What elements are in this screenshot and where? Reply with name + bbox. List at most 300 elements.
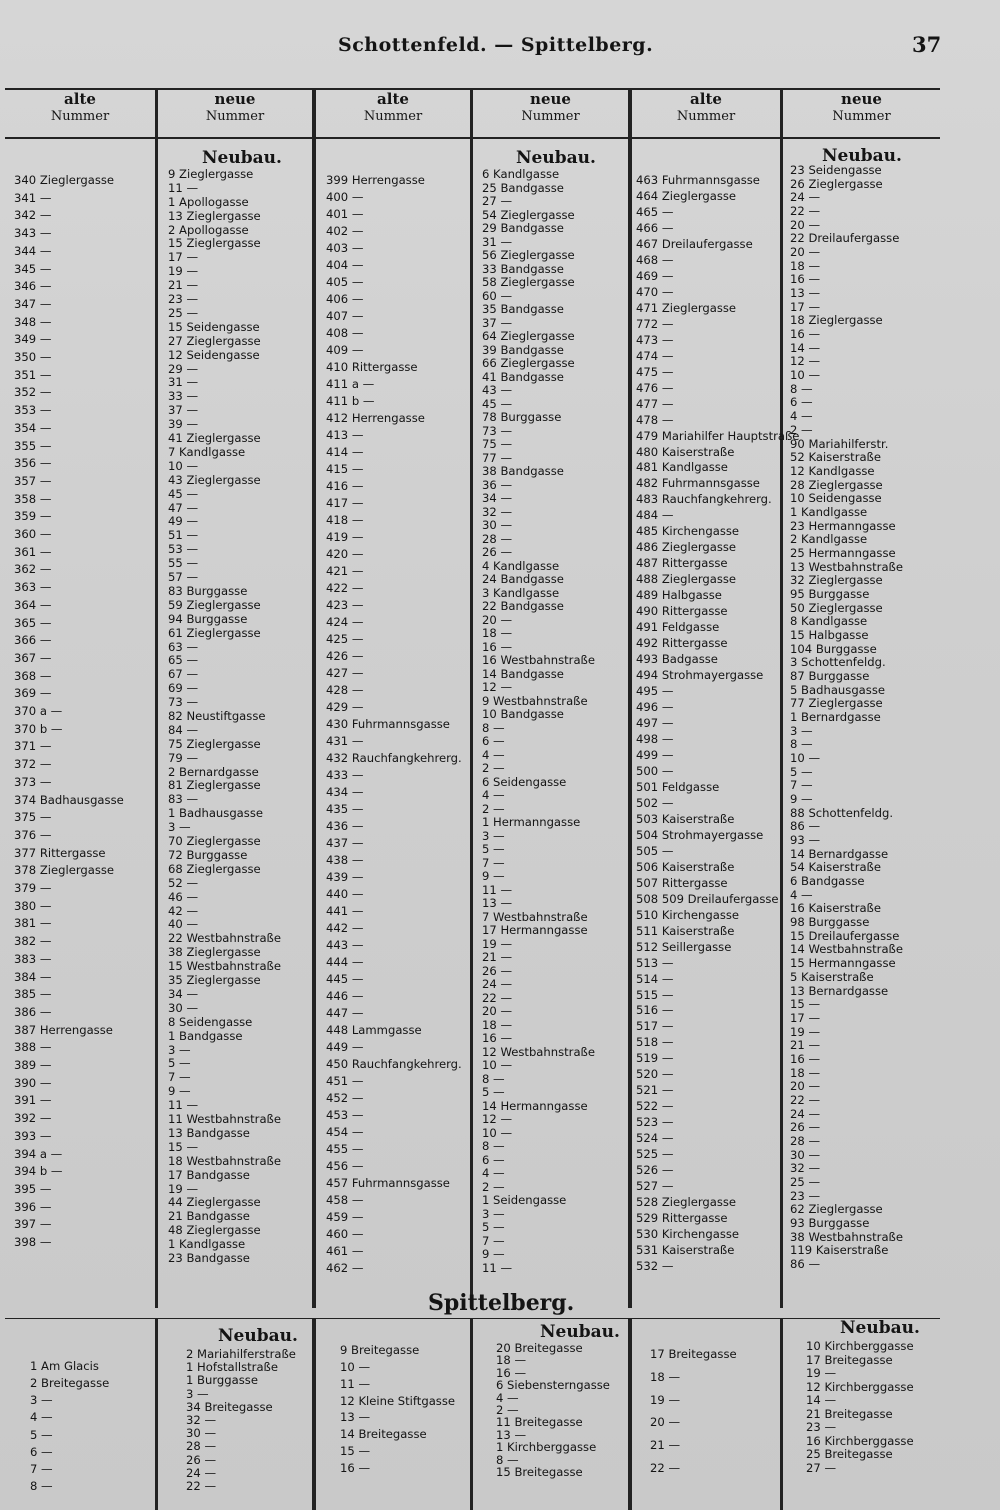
- table-entry: 8 Seidengasse: [168, 1014, 253, 1029]
- table-entry: 24 —: [482, 977, 513, 992]
- table-entry: 379 —: [14, 881, 52, 895]
- table-entry: 58 Zieglergasse: [482, 275, 575, 290]
- table-entry: 494 Strohmayergasse: [636, 668, 764, 683]
- table-entry: 406 —: [326, 292, 364, 306]
- table-entry: 16 —: [790, 272, 821, 287]
- table-entry: 10 —: [168, 458, 199, 473]
- table-entry: 447 —: [326, 1006, 364, 1020]
- table-entry: 7 —: [482, 855, 505, 870]
- page-number: 37: [912, 32, 942, 57]
- table-entry: 4 Kandlgasse: [482, 558, 560, 573]
- table-entry: 19 —: [168, 1181, 199, 1196]
- table-entry: 67 —: [168, 667, 199, 682]
- table-entry: 83 —: [168, 792, 199, 807]
- table-entry: 398 —: [14, 1235, 52, 1249]
- table-entry: 38 Westbahnstraße: [790, 1229, 903, 1244]
- table-entry: 10 —: [790, 751, 821, 766]
- table-entry: 528 Zieglergasse: [636, 1195, 737, 1210]
- table-entry: 14 Westbahnstraße: [790, 942, 903, 957]
- table-entry: 16 Kirchberggasse: [806, 1433, 914, 1448]
- table-entry: 414 —: [326, 445, 364, 459]
- table-entry: 6 —: [482, 1152, 505, 1167]
- column-header-label: neue: [530, 90, 571, 108]
- table-entry: 385 —: [14, 987, 52, 1002]
- table-entry: 3 —: [168, 1042, 191, 1057]
- table-entry: 451 —: [326, 1074, 364, 1088]
- table-entry: 13 Bernardgasse: [790, 983, 889, 998]
- table-entry: 51 —: [168, 528, 199, 543]
- table-entry: 4 —: [482, 788, 505, 803]
- table-entry: 460 —: [326, 1227, 364, 1241]
- table-entry: 22 —: [482, 990, 513, 1005]
- table-entry: 13 Zieglergasse: [168, 208, 261, 223]
- table-entry: 411 a —: [326, 377, 375, 391]
- table-entry: 72 Burggasse: [168, 847, 248, 862]
- table-entry: 16 —: [340, 1461, 371, 1475]
- table-entry: 443 —: [326, 938, 364, 952]
- table-entry: 1 Seidengasse: [482, 1193, 567, 1208]
- table-entry: 19 —: [168, 264, 199, 279]
- table-entry: 68 Zieglergasse: [168, 861, 261, 876]
- table-entry: 409 —: [326, 343, 364, 357]
- table-entry: 13 —: [496, 1427, 527, 1442]
- table-entry: 10 Kirchberggasse: [806, 1339, 914, 1353]
- table-entry: 486 Zieglergasse: [636, 540, 737, 555]
- table-entry: 453 —: [326, 1108, 364, 1122]
- table-entry: 490 Rittergasse: [636, 604, 728, 619]
- table-entry: 7 Westbahnstraße: [482, 909, 588, 924]
- section-heading: Neubau.: [540, 1322, 620, 1342]
- column-header-sub: Nummer: [363, 109, 423, 124]
- table-entry: 26 —: [482, 963, 513, 978]
- table-entry: 119 Kaiserstraße: [790, 1243, 889, 1258]
- table-entry: 5 —: [168, 1056, 191, 1071]
- table-entry: 426 —: [326, 649, 364, 663]
- table-entry: 8 —: [482, 1139, 505, 1154]
- table-entry: 14 Bernardgasse: [790, 846, 889, 861]
- table-entry: 400 —: [326, 190, 364, 204]
- table-entry: 75 Zieglergasse: [168, 736, 261, 751]
- table-entry: 14 —: [806, 1393, 837, 1408]
- table-entry: 459 —: [326, 1210, 364, 1224]
- table-entry: 6 Bandgasse: [790, 874, 865, 889]
- table-entry: 370 a —: [14, 704, 63, 718]
- table-entry: 9 Westbahnstraße: [482, 693, 588, 708]
- table-entry: 373 —: [14, 774, 52, 789]
- table-entry: 9 —: [482, 869, 505, 884]
- table-entry: 6 Kandlgasse: [482, 167, 560, 181]
- table-entry: 28 —: [790, 1133, 821, 1148]
- table-entry: 27 —: [806, 1461, 837, 1475]
- table-entry: 11 Breitegasse: [496, 1415, 583, 1430]
- table-entry: 11 —: [168, 180, 199, 195]
- table-entry: 446 —: [326, 989, 364, 1003]
- table-entry: 15 Seidengasse: [168, 319, 260, 334]
- table-entry: 458 —: [326, 1193, 364, 1207]
- column-header: [783, 90, 940, 140]
- table-entry: 14 Bandgasse: [482, 666, 564, 681]
- table-entry: 479 Mariahilfer Hauptstraße: [636, 428, 800, 443]
- table-entry: 15 —: [168, 1139, 199, 1154]
- table-entry: 525 —: [636, 1147, 674, 1162]
- table-entry: 428 —: [326, 683, 364, 697]
- table-entry: 17 Bandgasse: [168, 1167, 250, 1182]
- table-entry: 20 —: [790, 217, 821, 232]
- table-entry: 381 —: [14, 916, 52, 931]
- table-entry: 524 —: [636, 1131, 674, 1146]
- table-entry: 3 Kandlgasse: [482, 585, 560, 600]
- table-entry: 24 Bandgasse: [482, 572, 564, 587]
- table-entry: 2 Apollogasse: [168, 222, 249, 237]
- table-entry: 34 —: [482, 491, 513, 506]
- table-entry: 41 Zieglergasse: [168, 431, 261, 446]
- table-entry: 1 Bernardgasse: [790, 710, 881, 724]
- table-entry: 32 —: [186, 1413, 217, 1427]
- table-entry: 16 Westbahnstraße: [482, 653, 595, 668]
- table-entry: 511 Kaiserstraße: [636, 923, 735, 938]
- table-entry: 23 —: [168, 292, 199, 307]
- table-entry: 500 —: [636, 763, 674, 778]
- table-entry: 410 Rittergasse: [326, 360, 418, 374]
- table-entry: 13 —: [340, 1410, 371, 1425]
- column-divider: [312, 88, 316, 1308]
- table-entry: 347 —: [14, 296, 52, 311]
- table-entry: 21 —: [168, 278, 199, 293]
- table-entry: 22 —: [790, 204, 821, 219]
- table-entry: 16 —: [790, 327, 821, 342]
- table-entry: 413 —: [326, 428, 364, 442]
- table-entry: 8 —: [30, 1479, 53, 1493]
- table-entry: 21 Breitegasse: [806, 1406, 893, 1421]
- table-entry: 86 —: [790, 1257, 821, 1271]
- table-entry: 32 —: [790, 1161, 821, 1176]
- table-entry: 36 —: [482, 477, 513, 492]
- table-entry: 473 —: [636, 332, 674, 347]
- column-header-sub: Nummer: [832, 109, 891, 124]
- table-entry: 468 —: [636, 252, 674, 267]
- table-entry: 61 Zieglergasse: [168, 625, 261, 640]
- table-entry: 423 —: [326, 598, 364, 612]
- table-entry: 6 —: [30, 1444, 53, 1459]
- table-entry: 44 Zieglergasse: [168, 1195, 261, 1210]
- table-entry: 86 —: [790, 819, 821, 834]
- table-entry: 368 —: [14, 668, 52, 683]
- table-entry: 488 Zieglergasse: [636, 572, 737, 587]
- table-entry: 6 Siebensterngasse: [496, 1378, 610, 1393]
- table-entry: 402 —: [326, 224, 364, 238]
- table-entry: 18 —: [482, 1017, 513, 1032]
- table-entry: 18 Zieglergasse: [790, 313, 883, 328]
- table-entry: 407 —: [326, 309, 364, 323]
- column-divider: [470, 88, 473, 1308]
- table-entry: 454 —: [326, 1125, 364, 1139]
- table-entry: 8 —: [790, 737, 813, 752]
- table-entry: 514 —: [636, 971, 674, 986]
- table-entry: 481 Kandlgasse: [636, 460, 728, 475]
- table-entry: 467 Dreilaufergasse: [636, 236, 753, 251]
- table-entry: 26 —: [790, 1120, 821, 1135]
- table-entry: 517 —: [636, 1019, 674, 1034]
- column-header-sub: Nummer: [521, 109, 580, 124]
- table-entry: 5 Badhausgasse: [790, 682, 885, 697]
- table-entry: 390 —: [14, 1075, 52, 1090]
- table-entry: 12 Westbahnstraße: [482, 1044, 595, 1059]
- table-entry: 15 Hermanngasse: [790, 956, 896, 971]
- table-entry: 425 —: [326, 632, 364, 646]
- table-entry: 389 —: [14, 1058, 52, 1072]
- table-entry: 24 —: [186, 1465, 217, 1480]
- table-entry: 403 —: [326, 241, 364, 255]
- table-entry: 369 —: [14, 686, 52, 701]
- table-entry: 64 Zieglergasse: [482, 329, 575, 344]
- table-entry: 9 Zieglergasse: [168, 167, 254, 181]
- table-entry: 450 Rauchfangkehrerg.: [326, 1057, 462, 1071]
- table-entry: 18 —: [482, 626, 513, 641]
- table-entry: 56 Zieglergasse: [482, 248, 575, 263]
- table-entry: 38 Zieglergasse: [168, 945, 261, 960]
- table-entry: 42 —: [168, 903, 199, 918]
- table-entry: 2 Breitegasse: [30, 1376, 110, 1391]
- table-entry: 13 Bandgasse: [168, 1125, 250, 1140]
- table-entry: 4 —: [30, 1410, 53, 1425]
- table-entry: 63 —: [168, 639, 199, 654]
- table-entry: 351 —: [14, 367, 52, 382]
- table-entry: 427 —: [326, 666, 364, 680]
- table-entry: 476 —: [636, 380, 674, 395]
- table-entry: 15 —: [790, 997, 821, 1012]
- table-entry: 429 —: [326, 700, 364, 714]
- table-entry: 9 Breitegasse: [340, 1343, 420, 1357]
- table-entry: 772 —: [636, 316, 674, 331]
- table-entry: 522 —: [636, 1099, 674, 1114]
- table-entry: 367 —: [14, 650, 52, 665]
- table-entry: 21 Bandgasse: [168, 1209, 250, 1224]
- table-entry: 394 b —: [14, 1164, 63, 1179]
- table-entry: 59 Zieglergasse: [168, 597, 261, 612]
- table-entry: 46 —: [168, 889, 199, 904]
- table-entry: 345 —: [14, 261, 52, 276]
- table-entry: 13 —: [790, 286, 821, 301]
- table-entry: 503 Kaiserstraße: [636, 811, 735, 826]
- table-entry: 40 —: [168, 917, 199, 932]
- table-entry: 357 —: [14, 473, 52, 488]
- table-entry: 1 Kandlgasse: [168, 1237, 246, 1252]
- column-divider: [628, 88, 632, 1308]
- table-entry: 95 Burggasse: [790, 586, 870, 601]
- table-entry: 3 —: [790, 723, 813, 738]
- table-entry: 84 —: [168, 722, 199, 737]
- table-entry: 5 Kaiserstraße: [790, 969, 874, 984]
- column-header: [316, 90, 470, 140]
- table-entry: 449 —: [326, 1040, 364, 1054]
- table-entry: 27 —: [482, 194, 513, 208]
- table-entry: 20 —: [482, 1004, 513, 1019]
- table-entry: 354 —: [14, 420, 52, 435]
- table-entry: 342 —: [14, 208, 52, 223]
- table-entry: 14 Breitegasse: [340, 1427, 427, 1442]
- table-entry: 77 Zieglergasse: [790, 696, 883, 711]
- table-entry: 28 —: [186, 1439, 217, 1454]
- table-entry: 48 Zieglergasse: [168, 1223, 261, 1238]
- table-entry: 448 Lammgasse: [326, 1023, 422, 1037]
- table-entry: 508 509 Dreilaufergasse: [636, 891, 779, 906]
- table-entry: 53 —: [168, 542, 199, 557]
- table-entry: 20 —: [790, 1079, 821, 1094]
- table-entry: 435 —: [326, 802, 364, 816]
- table-entry: 505 —: [636, 843, 674, 858]
- table-entry: 87 Burggasse: [790, 668, 870, 683]
- table-entry: 27 Zieglergasse: [168, 333, 261, 348]
- table-entry: 465 —: [636, 204, 674, 219]
- table-entry: 462 —: [326, 1261, 364, 1275]
- table-entry: 78 Burggasse: [482, 410, 562, 425]
- table-entry: 9 —: [482, 1247, 505, 1262]
- table-entry: 77 —: [482, 450, 513, 465]
- table-entry: 484 —: [636, 508, 674, 523]
- table-entry: 392 —: [14, 1111, 52, 1126]
- table-entry: 382 —: [14, 934, 52, 949]
- table-entry: 405 —: [326, 275, 364, 289]
- table-entry: 1 Apollogasse: [168, 194, 249, 209]
- table-entry: 88 Schottenfeldg.: [790, 805, 894, 820]
- table-entry: 478 —: [636, 412, 674, 427]
- table-entry: 13 Westbahnstraße: [790, 559, 903, 574]
- table-entry: 13 —: [482, 896, 513, 911]
- table-entry: 361 —: [14, 544, 52, 559]
- table-entry: 22 Dreilaufergasse: [790, 231, 900, 246]
- table-entry: 43 —: [482, 383, 513, 398]
- table-entry: 1 Burggasse: [186, 1373, 258, 1388]
- table-entry: 8 —: [790, 381, 813, 396]
- table-entry: 371 —: [14, 739, 52, 754]
- table-entry: 54 Zieglergasse: [482, 207, 575, 222]
- table-entry: 11 —: [340, 1376, 371, 1391]
- table-entry: 10 Seidengasse: [790, 491, 882, 506]
- table-entry: 469 —: [636, 268, 674, 283]
- table-entry: 22 —: [650, 1461, 681, 1475]
- table-entry: 73 —: [482, 423, 513, 438]
- table-entry: 4 —: [482, 747, 505, 762]
- table-entry: 513 —: [636, 955, 674, 970]
- table-entry: 93 —: [790, 833, 821, 848]
- table-entry: 442 —: [326, 921, 364, 935]
- table-entry: 35 Zieglergasse: [168, 973, 261, 988]
- table-entry: 374 Badhausgasse: [14, 792, 124, 807]
- table-entry: 404 —: [326, 258, 364, 272]
- table-entry: 16 —: [790, 1051, 821, 1066]
- table-entry: 412 Herrengasse: [326, 411, 425, 425]
- table-entry: 22 —: [790, 1092, 821, 1107]
- table-entry: 364 —: [14, 597, 52, 612]
- table-entry: 10 —: [482, 1058, 513, 1073]
- table-entry: 457 Fuhrmannsgasse: [326, 1176, 450, 1190]
- column-header-sub: Nummer: [50, 109, 110, 124]
- table-entry: 31 —: [482, 234, 513, 249]
- table-entry: 6 —: [482, 734, 505, 749]
- table-entry: 30 —: [168, 1000, 199, 1015]
- table-entry: 501 Feldgasse: [636, 779, 720, 794]
- table-entry: 18 —: [650, 1369, 681, 1384]
- table-entry: 25 —: [168, 305, 199, 320]
- table-entry: 378 Zieglergasse: [14, 863, 115, 878]
- table-entry: 2 Kandlgasse: [790, 532, 868, 547]
- table-entry: 438 —: [326, 853, 364, 867]
- table-entry: 26 Zieglergasse: [790, 176, 883, 191]
- table-entry: 3 —: [30, 1393, 53, 1408]
- table-entry: 19 —: [482, 936, 513, 951]
- table-entry: 21 —: [790, 1038, 821, 1053]
- table-entry: 353 —: [14, 403, 52, 418]
- table-entry: 30 —: [482, 518, 513, 533]
- table-entry: 15 Breitegasse: [496, 1465, 583, 1479]
- table-entry: 10 Bandgasse: [482, 707, 564, 722]
- table-entry: 49 —: [168, 514, 199, 529]
- table-entry: 16 —: [496, 1365, 527, 1380]
- table-entry: 17 —: [790, 299, 821, 314]
- table-entry: 18 —: [496, 1353, 527, 1368]
- table-entry: 512 Seillergasse: [636, 939, 732, 954]
- table-entry: 415 —: [326, 462, 364, 476]
- table-entry: 430 Fuhrmannsgasse: [326, 717, 450, 731]
- table-entry: 12 Kandlgasse: [790, 463, 875, 478]
- column-divider: [780, 88, 783, 1308]
- table-entry: 349 —: [14, 332, 52, 347]
- table-entry: 30 —: [186, 1426, 217, 1441]
- table-entry: 3 —: [168, 820, 191, 835]
- column-header-label: alte: [377, 90, 409, 108]
- table-entry: 17 Breitegasse: [650, 1347, 737, 1361]
- table-entry: 81 Zieglergasse: [168, 778, 261, 793]
- column-divider: [155, 88, 158, 1308]
- table-entry: 6 Seidengasse: [482, 774, 567, 789]
- table-entry: 24 —: [790, 1106, 821, 1121]
- table-entry: 19 —: [650, 1392, 681, 1407]
- table-entry: 461 —: [326, 1244, 364, 1258]
- table-entry: 4 —: [790, 409, 813, 424]
- table-entry: 440 —: [326, 887, 364, 901]
- table-entry: 29 —: [168, 361, 199, 376]
- table-entry: 370 b —: [14, 721, 63, 736]
- table-entry: 356 —: [14, 456, 52, 471]
- table-entry: 5 —: [482, 1085, 505, 1100]
- table-entry: 16 —: [482, 1031, 513, 1046]
- table-entry: 437 —: [326, 836, 364, 850]
- table-entry: 515 —: [636, 987, 674, 1002]
- table-entry: 397 —: [14, 1217, 52, 1232]
- table-entry: 422 —: [326, 581, 364, 595]
- table-entry: 343 —: [14, 226, 52, 241]
- table-entry: 360 —: [14, 527, 52, 541]
- table-entry: 366 —: [14, 633, 52, 648]
- table-entry: 485 Kirchengasse: [636, 524, 740, 539]
- table-entry: 7 Kandlgasse: [168, 444, 246, 459]
- table-entry: 507 Rittergasse: [636, 875, 728, 890]
- table-entry: 358 —: [14, 491, 52, 506]
- table-entry: 5 —: [482, 842, 505, 857]
- table-entry: 9 —: [168, 1084, 191, 1099]
- table-entry: 3 Schottenfeldg.: [790, 655, 886, 670]
- table-entry: 399 Herrengasse: [326, 173, 425, 187]
- table-entry: 7 —: [790, 778, 813, 793]
- table-entry: 37 —: [168, 403, 199, 418]
- table-entry: 510 Kirchengasse: [636, 907, 740, 922]
- table-entry: 436 —: [326, 819, 364, 833]
- table-entry: 12 —: [482, 680, 513, 695]
- table-entry: 26 —: [482, 545, 513, 560]
- table-entry: 25 —: [790, 1174, 821, 1189]
- table-entry: 3 —: [482, 1206, 505, 1221]
- table-entry: 375 —: [14, 810, 52, 825]
